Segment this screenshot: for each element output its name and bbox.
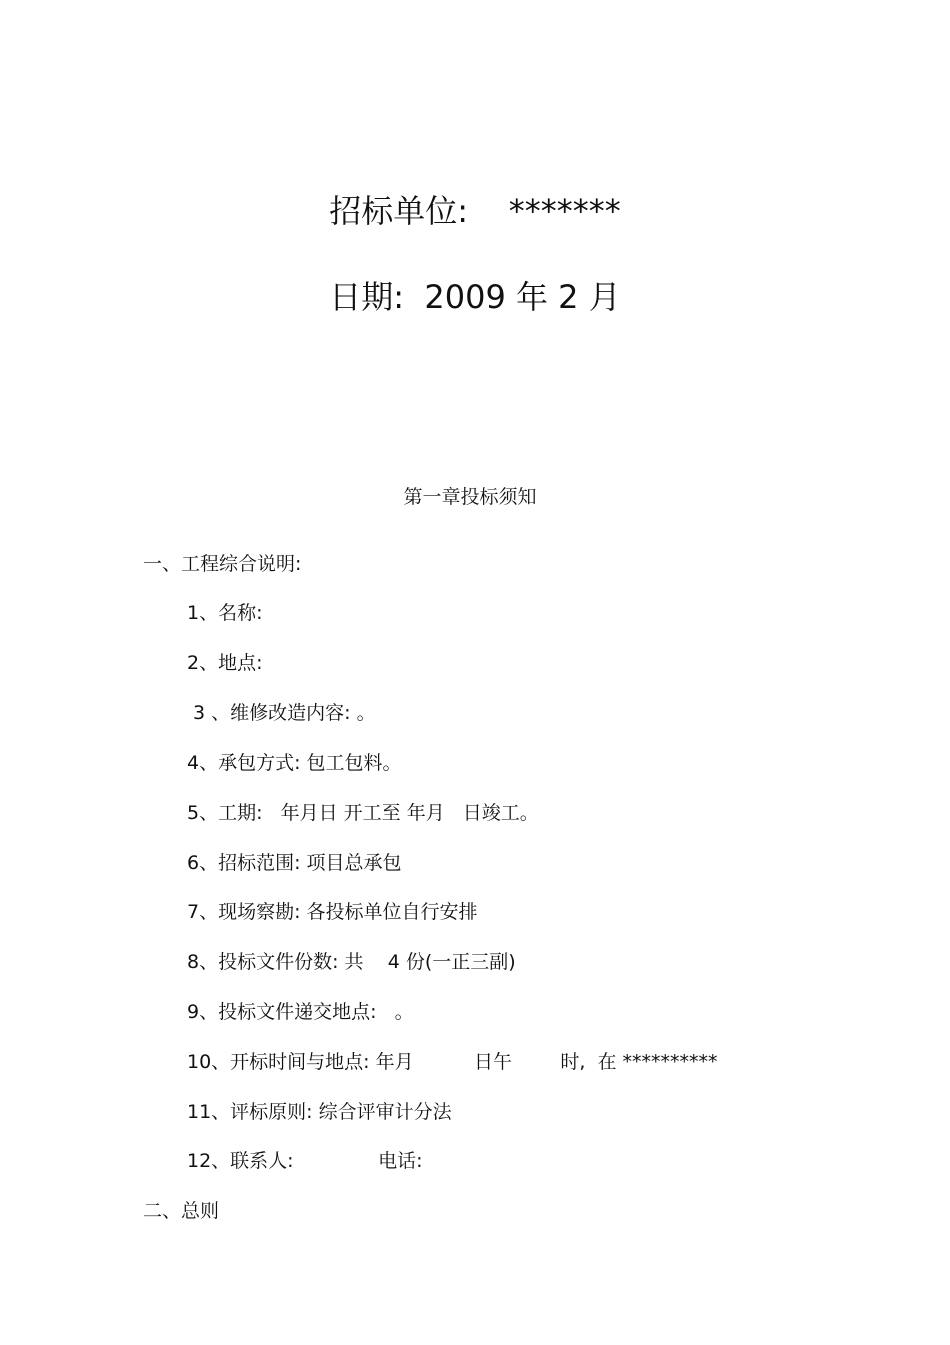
chapter-title: 第一章投标须知: [403, 486, 537, 508]
cover-bidding-unit: 招标单位: *******: [329, 192, 621, 230]
list-item-contact: 12、联系人: 电话:: [187, 1150, 423, 1172]
cover-date: 日期: 2009 年 2 月: [329, 278, 621, 316]
list-item-evaluation-principle: 11、评标原则: 综合评审计分法: [187, 1101, 452, 1123]
list-item-bidding-scope: 6、招标范围: 项目总承包: [187, 852, 402, 874]
list-item-name: 1、名称:: [187, 602, 263, 624]
list-item-location: 2、地点:: [187, 652, 263, 674]
section-heading-general-rules: 二、总则: [143, 1200, 220, 1222]
list-item-document-copies: 8、投标文件份数: 共 4 份(一正三副): [187, 951, 516, 973]
list-item-submission-location: 9、投标文件递交地点: 。: [187, 1001, 414, 1023]
list-item-opening-time-place: 10、开标时间与地点: 年月 日午 时, 在 **********: [187, 1051, 718, 1073]
list-item-construction-period: 5、工期: 年月日 开工至 年月 日竣工。: [187, 802, 539, 824]
list-item-site-survey: 7、现场察勘: 各投标单位自行安排: [187, 901, 478, 923]
section-heading-general-description: 一、工程综合说明:: [143, 553, 302, 575]
list-item-renovation-content: 3 、维修改造内容: 。: [187, 702, 376, 724]
list-item-contract-method: 4、承包方式: 包工包料。: [187, 752, 402, 774]
